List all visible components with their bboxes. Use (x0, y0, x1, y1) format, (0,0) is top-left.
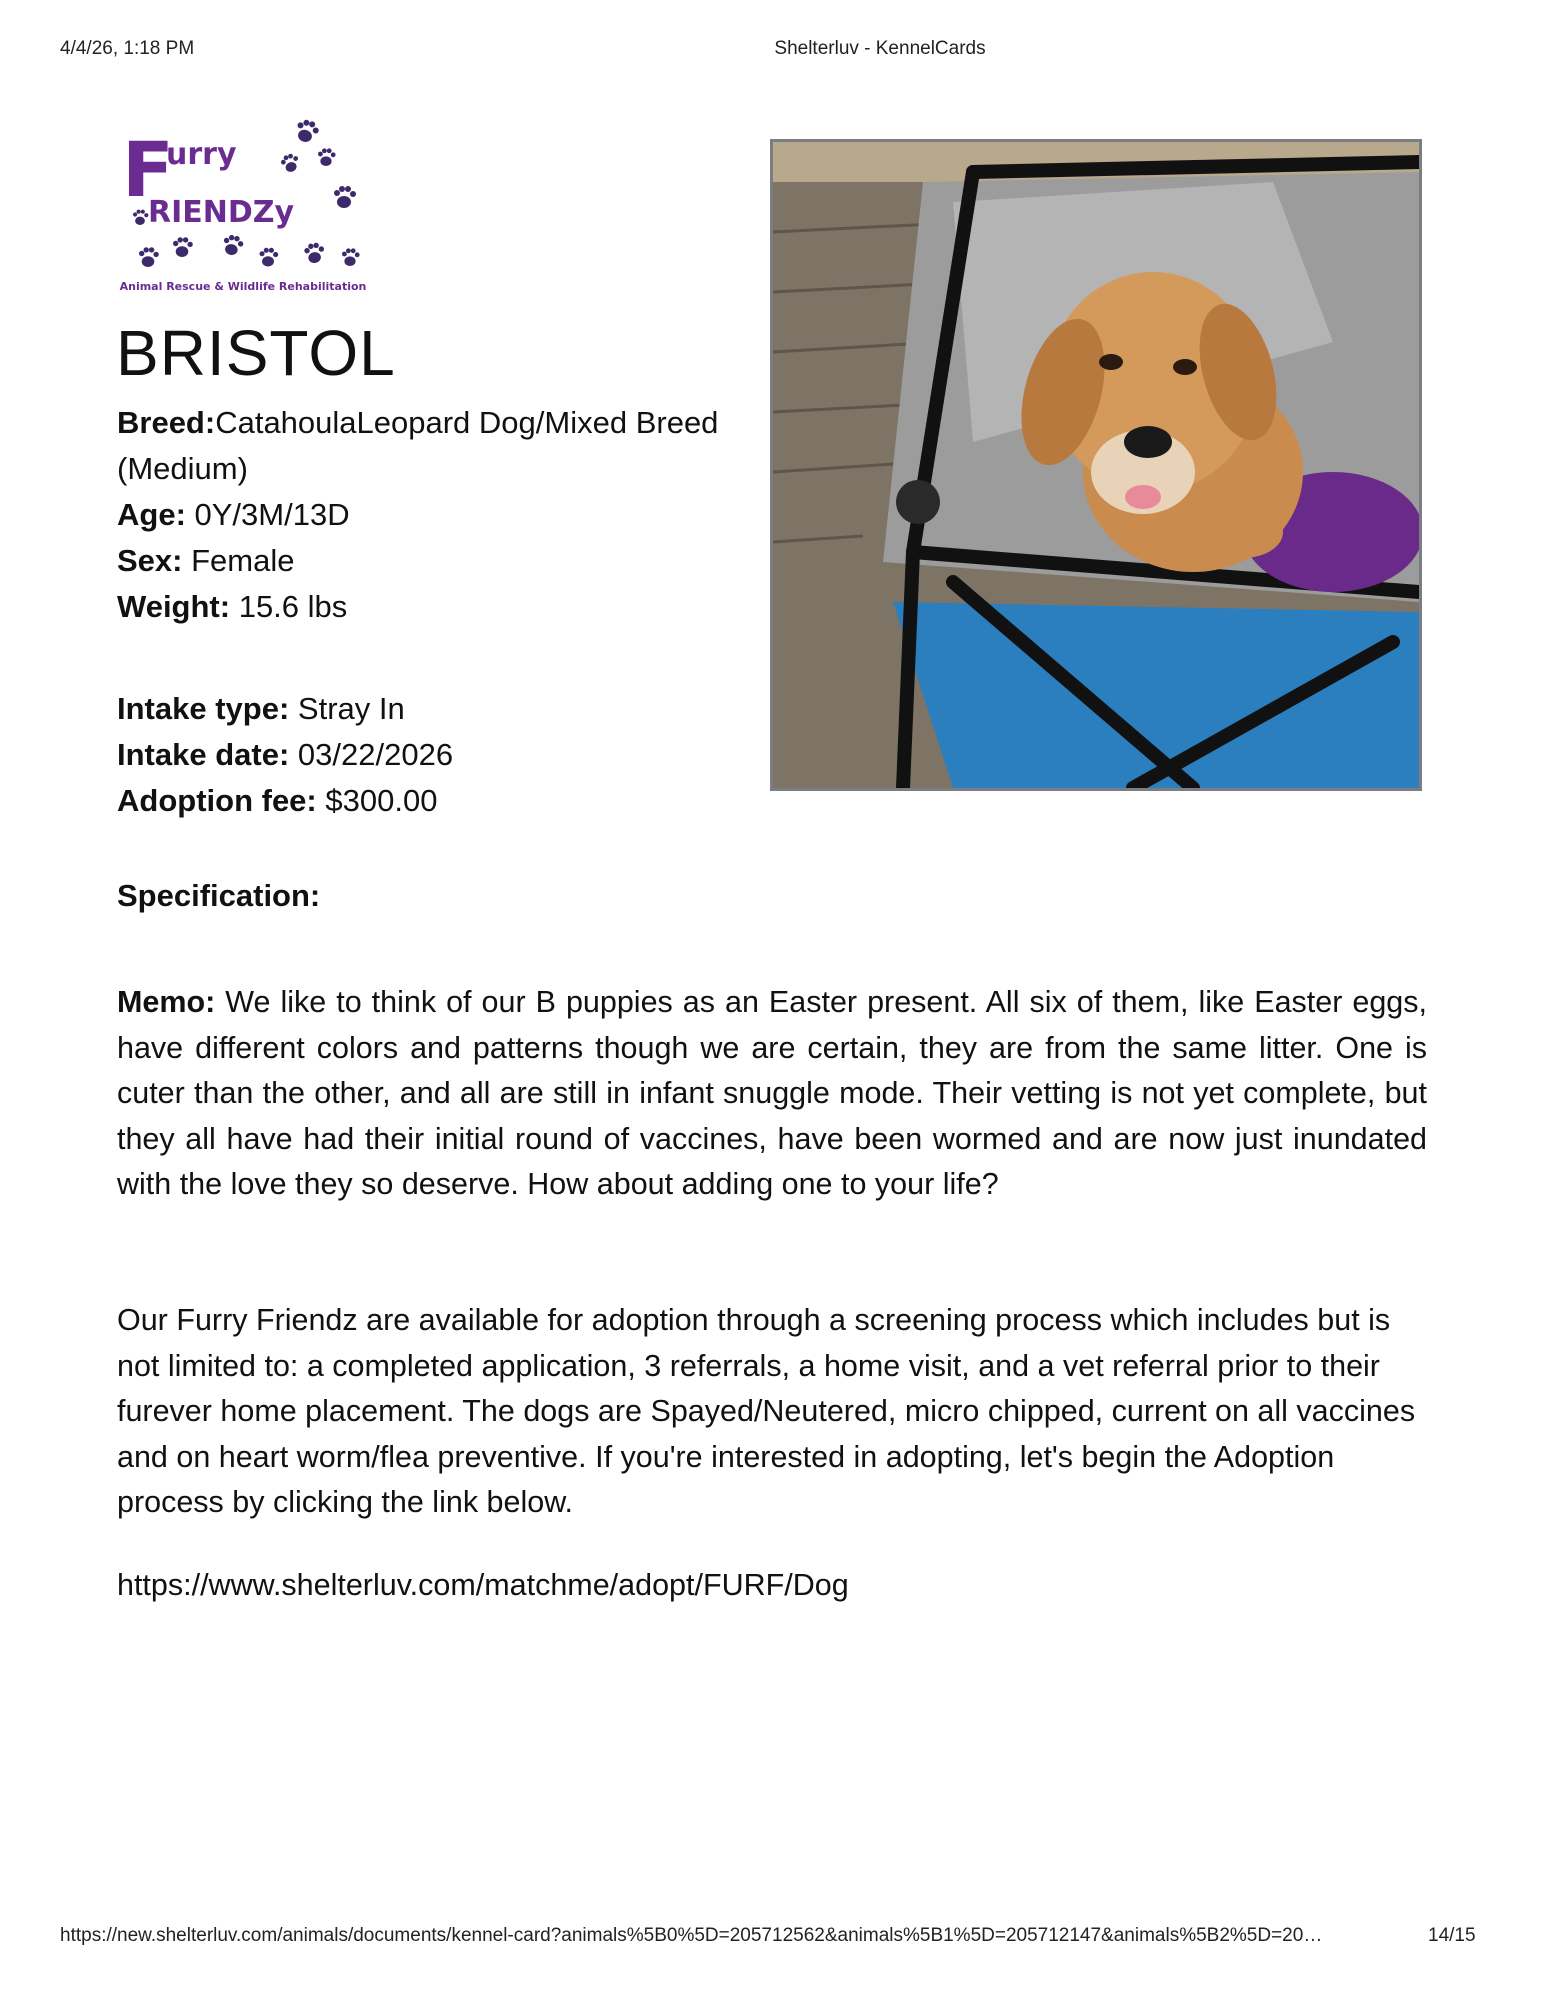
intake-type-row (117, 686, 757, 732)
print-datetime: 4/4/26, 1:18 PM (60, 38, 195, 59)
specification-label: Specification: (117, 878, 321, 913)
logo-letter-f: F (122, 125, 174, 214)
weight-label: Weight: (117, 589, 231, 624)
logo-line2: RIENDZy (148, 195, 295, 230)
adoption-fee-label: Adoption fee: (117, 783, 317, 818)
adoption-process-text: Our Furry Friendz are available for adoption through a screening process which includes but is not limited to: a completed application, 3 referrals, a home visit, and a vet referral prior to their furever home placement. The dogs are Spayed/Neutered, micro chipped, current on all vaccines and on heart worm/flea preventive. If you're interested in adopting, let's begin the Adoption process by clicking the link below. (117, 1303, 1416, 1519)
breed-label: Breed: (117, 405, 216, 440)
print-footer-url: https://new.shelterluv.com/animals/documents/kennel-card?animals%5B0%5D=205712562&animals%5B1%5D=205712147&animals%5B2%5D=20… (60, 1925, 1323, 1946)
intake-type-value: Stray In (297, 691, 405, 726)
sex-row (117, 538, 757, 584)
age-value: 0Y/3M/13D (194, 497, 350, 532)
animal-details (117, 400, 757, 630)
age-row (117, 492, 757, 538)
print-page-title: Shelterluv - KennelCards (774, 38, 986, 59)
memo (117, 980, 1427, 1208)
weight-value: 15.6 lbs (238, 589, 348, 624)
breed-row (117, 400, 757, 492)
print-page-number: 14/15 (1428, 1925, 1476, 1946)
memo-label: Memo: (117, 985, 216, 1019)
intake-date-row (117, 732, 757, 778)
sex-value: Female (191, 543, 295, 578)
adoption-link[interactable]: https://www.shelterluv.com/matchme/adopt/FURF/Dog (117, 1568, 849, 1602)
weight-row (117, 584, 757, 630)
intake-date-value: 03/22/2026 (297, 737, 454, 772)
memo-text: We like to think of our B puppies as an Easter present. All six of them, like Easter eggs, have different colors and patterns though we are certain, they are from the same litter. One is cuter than the other, and all are still in infant snuggle mode. Their vetting is not yet complete, but they all have had their initial round of vaccines, have been wormed and are now just inundated with the love they so deserve. How about adding one to your life? (117, 985, 1427, 1201)
logo-line1: urry (166, 137, 237, 172)
intake-details (117, 686, 757, 824)
adoption-fee-row (117, 778, 757, 824)
age-label: Age: (117, 497, 186, 532)
animal-photo (770, 139, 1422, 791)
adoption-fee-value: $300.00 (325, 783, 438, 818)
intake-date-label: Intake date: (117, 737, 290, 772)
sex-label: Sex: (117, 543, 183, 578)
breed-value: CatahoulaLeopard Dog/Mixed Breed (Medium) (117, 405, 719, 486)
logo-tagline: Animal Rescue & Wildlife Rehabilitation (119, 280, 367, 293)
animal-name: BRISTOL (116, 317, 396, 389)
furry-friendz-logo (118, 118, 368, 300)
intake-type-label: Intake type: (117, 691, 290, 726)
